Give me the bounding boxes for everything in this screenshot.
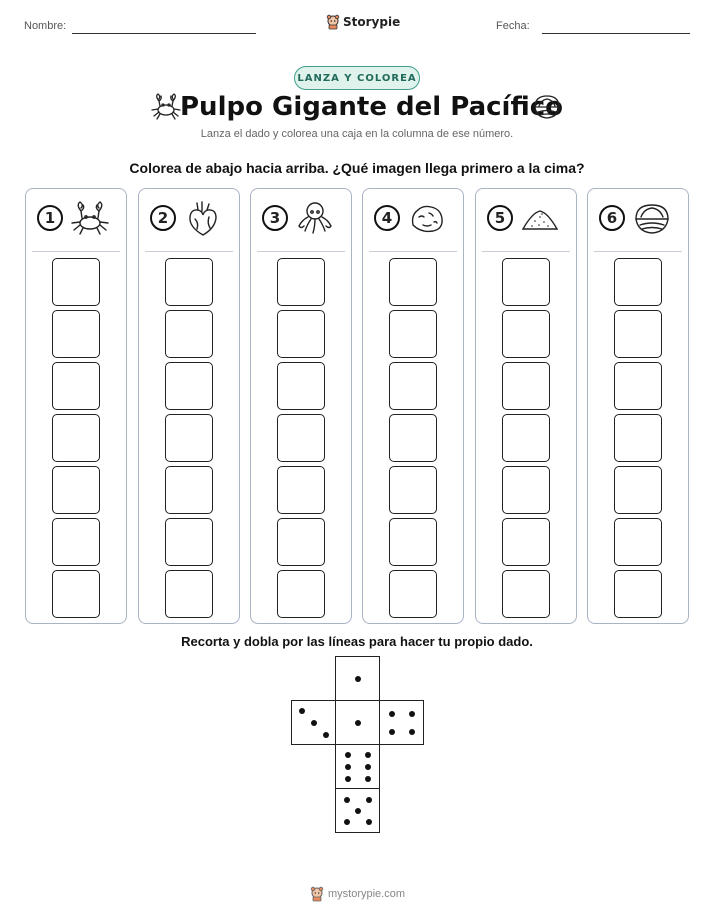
coloring-box[interactable]	[277, 466, 325, 514]
coloring-box[interactable]	[277, 518, 325, 566]
die-pip	[345, 752, 351, 758]
die-pip	[299, 708, 305, 714]
die-face-5	[335, 788, 380, 833]
column-number: 6	[599, 205, 625, 231]
coloring-box[interactable]	[389, 466, 437, 514]
coloring-box[interactable]	[165, 414, 213, 462]
coloring-box[interactable]	[389, 518, 437, 566]
coloring-box[interactable]	[165, 466, 213, 514]
column-number: 3	[262, 205, 288, 231]
die-pip	[389, 729, 395, 735]
coloring-box[interactable]	[52, 518, 100, 566]
die-pip	[365, 752, 371, 758]
coloring-box[interactable]	[502, 362, 550, 410]
coloring-box[interactable]	[502, 570, 550, 618]
column-3	[250, 188, 352, 624]
coloring-box[interactable]	[502, 414, 550, 462]
die-pip	[344, 819, 350, 825]
die-pip	[409, 729, 415, 735]
footer-url: mystorypie.com	[328, 888, 406, 900]
coloring-box[interactable]	[389, 310, 437, 358]
column-divider	[369, 251, 457, 252]
column-divider	[32, 251, 120, 252]
coloring-box[interactable]	[277, 362, 325, 410]
die-pip	[323, 732, 329, 738]
die-pip	[366, 797, 372, 803]
column-6	[587, 188, 689, 624]
column-2	[138, 188, 240, 624]
column-divider	[145, 251, 233, 252]
coloring-box[interactable]	[52, 466, 100, 514]
storypie-mascot-icon	[326, 14, 340, 30]
coloring-box[interactable]	[614, 466, 662, 514]
column-divider	[594, 251, 682, 252]
footer	[310, 886, 405, 902]
die-pip	[355, 676, 361, 682]
page-title: Pulpo Gigante del Pacífico	[180, 92, 564, 122]
die-pip	[389, 711, 395, 717]
die-face-3	[291, 700, 336, 745]
clam-shell-icon	[632, 199, 672, 239]
coloring-box[interactable]	[52, 414, 100, 462]
date-field[interactable]	[542, 33, 690, 34]
coloring-box[interactable]	[614, 258, 662, 306]
name-field[interactable]	[72, 33, 256, 34]
sand-pile-icon	[520, 199, 560, 239]
coloring-box[interactable]	[52, 310, 100, 358]
crab-icon	[150, 92, 182, 122]
coloring-box[interactable]	[614, 414, 662, 462]
coloring-instruction: Colorea de abajo hacia arriba. ¿Qué imagen llega primero a la cima?	[129, 160, 585, 176]
coloring-box[interactable]	[614, 570, 662, 618]
activity-badge: LANZA Y COLOREA	[294, 66, 420, 90]
die-face-1	[335, 656, 380, 701]
die-pip	[366, 819, 372, 825]
octopus-icon	[295, 199, 335, 239]
die-instruction: Recorta y dobla por las líneas para hacer tu propio dado.	[181, 634, 533, 649]
heart-organ-icon	[183, 199, 223, 239]
subtitle: Lanza el dado y colorea una caja en la columna de ese número.	[200, 128, 514, 140]
column-divider	[257, 251, 345, 252]
die-face-1	[335, 700, 380, 745]
column-divider	[482, 251, 570, 252]
coloring-box[interactable]	[52, 362, 100, 410]
coloring-box[interactable]	[277, 310, 325, 358]
die-pip	[345, 764, 351, 770]
die-pip	[409, 711, 415, 717]
die-pip	[365, 776, 371, 782]
coloring-box[interactable]	[165, 362, 213, 410]
column-1	[25, 188, 127, 624]
coloring-box[interactable]	[614, 362, 662, 410]
column-number: 1	[37, 205, 63, 231]
column-5	[475, 188, 577, 624]
storypie-logo	[326, 14, 400, 30]
column-4	[362, 188, 464, 624]
die-pip	[344, 797, 350, 803]
coloring-box[interactable]	[389, 414, 437, 462]
coloring-box[interactable]	[165, 518, 213, 566]
coloring-box[interactable]	[165, 310, 213, 358]
coloring-box[interactable]	[389, 362, 437, 410]
coloring-box[interactable]	[52, 258, 100, 306]
clam-shell-icon	[532, 93, 562, 121]
coloring-box[interactable]	[389, 570, 437, 618]
column-number: 4	[374, 205, 400, 231]
date-label: Fecha:	[496, 20, 530, 32]
logo-text: Storypie	[343, 15, 401, 29]
coloring-box[interactable]	[502, 518, 550, 566]
coloring-box[interactable]	[277, 414, 325, 462]
coloring-box[interactable]	[277, 258, 325, 306]
column-number: 2	[150, 205, 176, 231]
coloring-box[interactable]	[502, 258, 550, 306]
die-pip	[365, 764, 371, 770]
coloring-box[interactable]	[165, 570, 213, 618]
coloring-box[interactable]	[614, 518, 662, 566]
coloring-box[interactable]	[389, 258, 437, 306]
die-pip	[311, 720, 317, 726]
coloring-box[interactable]	[502, 466, 550, 514]
die-face-4	[379, 700, 424, 745]
coloring-box[interactable]	[165, 258, 213, 306]
column-number: 5	[487, 205, 513, 231]
die-pip	[355, 808, 361, 814]
storypie-mascot-icon	[310, 886, 324, 902]
crab-icon	[70, 199, 110, 239]
die-pip	[345, 776, 351, 782]
die-pip	[355, 720, 361, 726]
coloring-box[interactable]	[277, 570, 325, 618]
rock-icon	[407, 199, 447, 239]
coloring-box[interactable]	[52, 570, 100, 618]
die-face-6	[335, 744, 380, 789]
coloring-box[interactable]	[502, 310, 550, 358]
name-label: Nombre:	[24, 20, 67, 32]
coloring-box[interactable]	[614, 310, 662, 358]
